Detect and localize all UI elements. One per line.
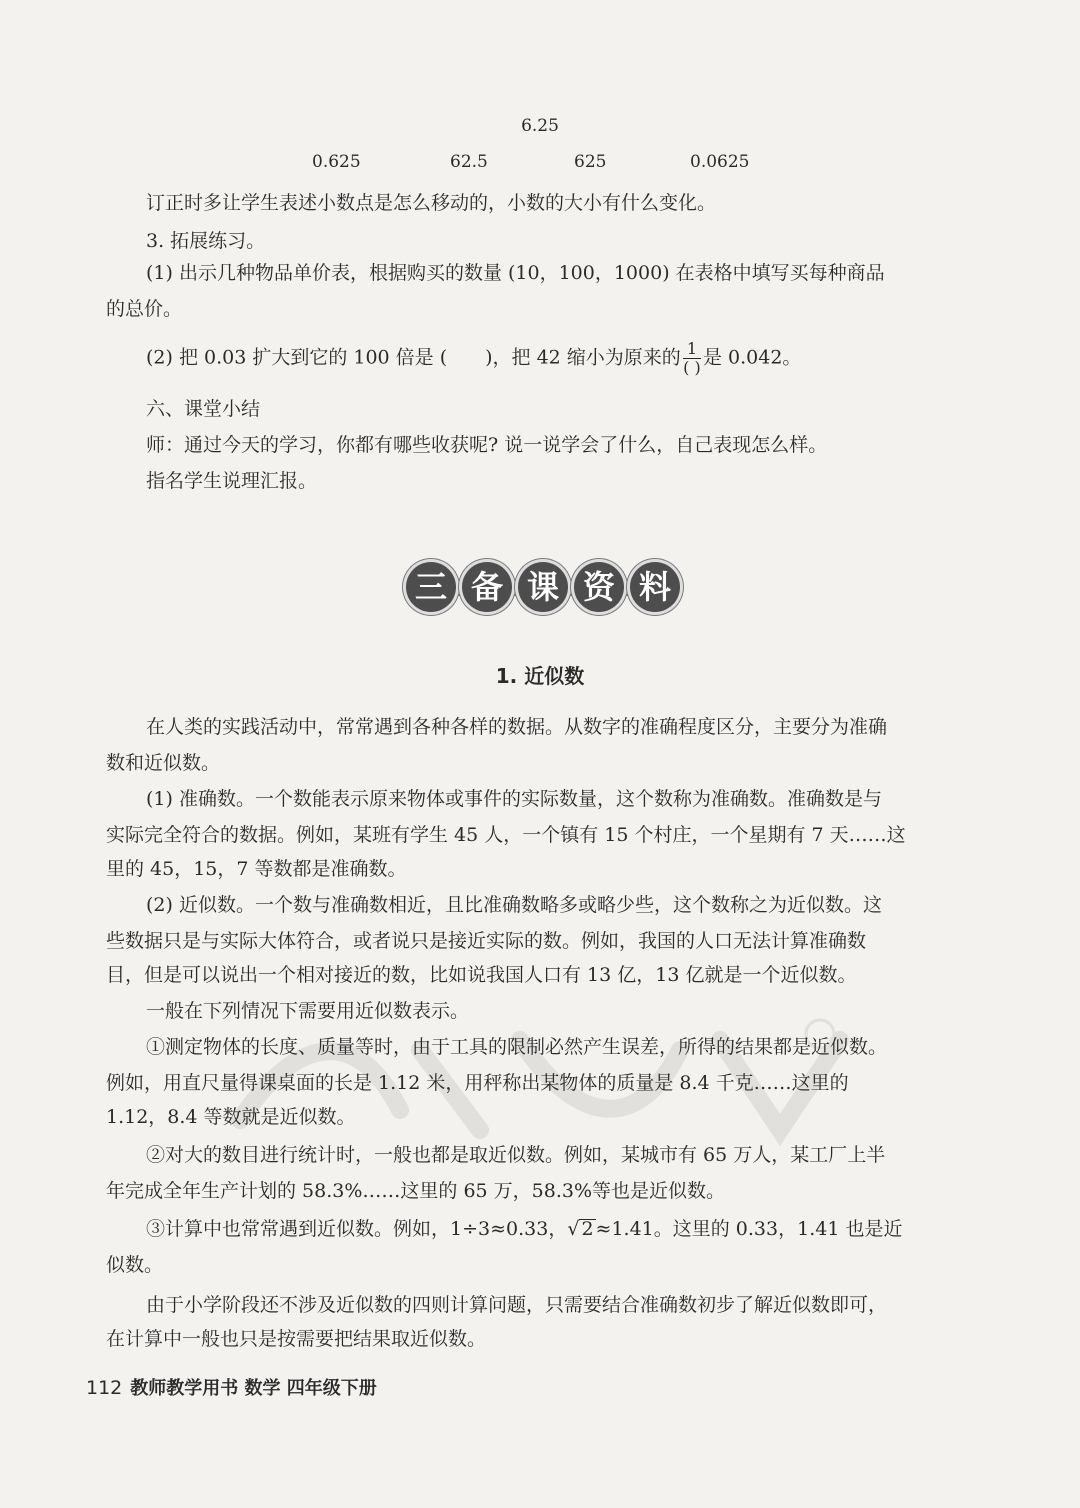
- text-line-with-sqrt: [146, 1212, 966, 1246]
- text-line: 在计算中一般也只是按需要把结果取近似数。: [106, 1328, 487, 1350]
- text-line: (2) 近似数。一个数与准确数相近，且比准确数略多或略少些，这个数称之为近似数。这: [146, 894, 882, 916]
- text-line-with-fraction: [146, 340, 966, 377]
- banner-char: 料: [630, 562, 680, 612]
- text-line: 些数据只是与实际大体符合，或者说只是接近实际的数。例如，我国的人口无法计算准确数: [106, 930, 867, 952]
- number-center: 6.25: [521, 116, 559, 136]
- text-line: (1) 出示几种物品单价表，根据购买的数量 (10，100，1000) 在表格中填写买每种商品: [146, 262, 885, 284]
- page-number: 112: [86, 1377, 123, 1399]
- text-line: 在人类的实践活动中，常常遇到各种各样的数据。从数字的准确程度区分，主要分为准确: [146, 716, 888, 738]
- text-line: 1.12，8.4 等数就是近似数。: [106, 1106, 356, 1128]
- banner-char: 资: [574, 562, 624, 612]
- text-line: ②对大的数目进行统计时，一般也都是取近似数。例如，某城市有 65 万人，某工厂上半: [146, 1144, 886, 1166]
- banner-char: 三: [406, 562, 456, 612]
- text-line: 实际完全符合的数据。例如，某班有学生 45 人，一个镇有 15 个村庄，一个星期有 7 天……这: [106, 824, 906, 846]
- text-line: 数和近似数。: [106, 752, 221, 774]
- text-line: 例如，用直尺量得课桌面的长是 1.12 米，用秤称出某物体的质量是 8.4 千克……这里的: [106, 1072, 849, 1094]
- text-line: 由于小学阶段还不涉及近似数的四则计算问题，只需要结合准确数初步了解近似数即可，: [146, 1294, 888, 1316]
- text-line: (1) 准确数。一个数能表示原来物体或事件的实际数量，这个数称为准确数。准确数是与: [146, 788, 882, 810]
- text-segment: ③计算中也常常遇到近似数。例如，1÷3≈0.33，: [146, 1218, 568, 1240]
- text-segment: (2) 把 0.03 扩大到它的 100 倍是 ( )，把 42 缩小为原来的: [146, 346, 681, 369]
- text-line: 师：通过今天的学习，你都有哪些收获呢? 说一说学会了什么，自己表现怎么样。: [146, 434, 828, 456]
- text-line: 3. 拓展练习。: [146, 230, 266, 252]
- banner-char: 课: [518, 562, 568, 612]
- fraction: [683, 340, 701, 377]
- text-line: 目，但是可以说出一个相对接近的数，比如说我国人口有 13 亿，13 亿就是一个近似数。: [106, 964, 857, 986]
- page-footer: [86, 1374, 377, 1400]
- book-title: 教师教学用书 数学 四年级下册: [130, 1378, 377, 1399]
- sqrt-sign: √: [567, 1218, 580, 1240]
- number-item: 625: [574, 152, 607, 172]
- number-item: 0.0625: [690, 152, 750, 172]
- text-line: 年完成全年生产计划的 58.3%……这里的 65 万，58.3%等也是近似数。: [106, 1180, 726, 1202]
- text-line: 里的 45，15，7 等数都是准确数。: [106, 858, 407, 880]
- number-item: 0.625: [312, 152, 361, 172]
- text-line: 似数。: [106, 1254, 164, 1276]
- fraction-numerator: 1: [683, 340, 701, 359]
- text-segment: ≈1.41。这里的 0.33，1.41 也是近: [595, 1218, 903, 1240]
- sqrt-radicand: 2: [581, 1218, 594, 1240]
- number-item: 62.5: [450, 152, 488, 172]
- fraction-denominator: ( ): [683, 358, 701, 377]
- text-line: ①测定物体的长度、质量等时，由于工具的限制必然产生误差，所得的结果都是近似数。: [146, 1036, 888, 1058]
- text-line: 订正时多让学生表述小数点是怎么移动的，小数的大小有什么变化。: [146, 192, 717, 214]
- banner-char: 备: [462, 562, 512, 612]
- text-line: 一般在下列情况下需要用近似数表示。: [146, 1000, 470, 1022]
- text-segment: 是 0.042。: [703, 346, 802, 369]
- section-title: 1. 近似数: [495, 664, 585, 688]
- text-line: 的总价。: [106, 298, 183, 320]
- text-line: 六、课堂小结: [146, 398, 261, 420]
- section-banner: [400, 560, 680, 616]
- text-line: 指名学生说理汇报。: [146, 470, 318, 492]
